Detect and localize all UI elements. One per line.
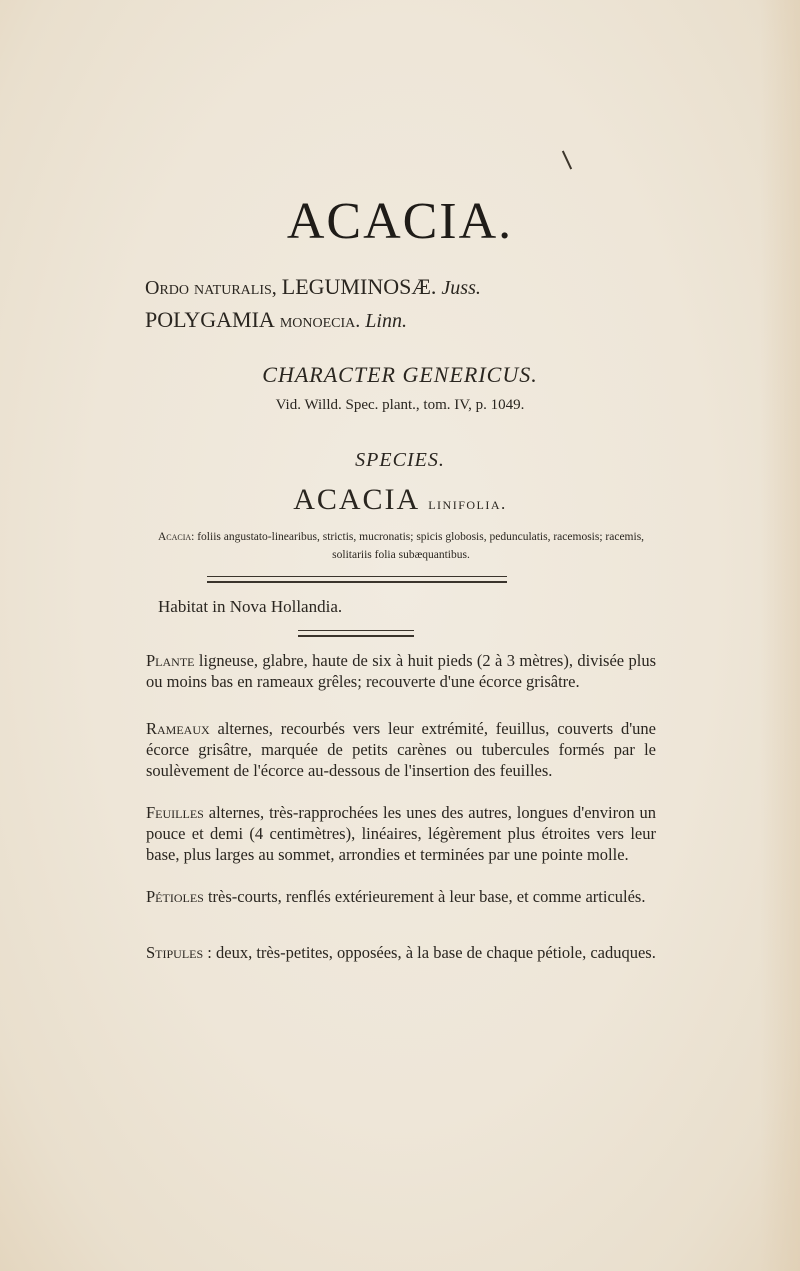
species-name xyxy=(0,485,800,515)
diagnosis-text: foliis angustato-linearibus, strictis, mucronatis; spicis globosis, pedunculatis, racemosis; racemis, solitariis folia subæquantibus. xyxy=(197,531,645,561)
paragraph-label: Plante xyxy=(146,651,195,670)
paragraph-label: Rameaux xyxy=(146,719,210,738)
paragraph-text: très-courts, renflés extérieurement à leur base, et comme articulés. xyxy=(207,887,646,906)
reference-line: Vid. Willd. Spec. plant., tom. IV, p. 1049. xyxy=(275,397,525,413)
paragraph-text: alternes, recourbés vers leur extrémité, feuillus, couverts d'une écorce grisâtre, marquée de petits carènes ou tubercules formés par le soulèvement de l'écorce au-dessous de l'insertion des feuilles. xyxy=(146,719,656,780)
page-edge-shadow xyxy=(760,0,800,1271)
description-paragraph xyxy=(146,886,656,907)
divider-rule xyxy=(207,576,507,583)
habitat-line: Habitat in Nova Hollandia. xyxy=(158,597,343,616)
paragraph-label: Stipules : xyxy=(146,943,212,962)
description-paragraph xyxy=(146,718,656,781)
divider-rule-short xyxy=(298,630,414,637)
description-paragraph xyxy=(146,802,656,865)
species-heading: SPECIES. xyxy=(355,449,445,471)
character-heading: CHARACTER GENERICUS. xyxy=(262,362,538,387)
diagnosis xyxy=(146,528,656,564)
ordo-prefix: Ordo naturalis, xyxy=(145,277,277,299)
ordo-family: LEGUMINOSÆ. xyxy=(281,274,437,299)
ordo-author: Juss. xyxy=(441,277,481,299)
description-paragraph xyxy=(146,942,656,963)
paragraph-label: Feuilles xyxy=(146,803,204,822)
species-genus: ACACIA xyxy=(293,483,421,516)
description-paragraph xyxy=(146,650,656,692)
class-sub: monoecia. xyxy=(279,310,361,332)
paragraph-text: alternes, très-rapprochées les unes des autres, longues d'environ un pouce et demi (4 centimètres), linéaires, légèrement plus étroites vers leur base, plus larges au sommet, arrondies et terminées par une pointe molle. xyxy=(146,803,656,864)
ordo-line xyxy=(145,276,481,298)
paragraph-text: ligneuse, glabre, haute de six à huit pieds (2 à 3 mètres), divisée plus ou moins bas en rameaux grêles; recouverte d'une écorce grisâtre. xyxy=(146,651,657,691)
class-name: POLYGAMIA xyxy=(145,307,275,332)
paragraph-text: deux, très-petites, opposées, à la base de chaque pétiole, caduques. xyxy=(216,943,656,962)
species-epithet: linifolia. xyxy=(428,494,507,513)
paragraph-label: Pétioles xyxy=(146,887,204,906)
class-line xyxy=(145,309,407,331)
class-author: Linn. xyxy=(365,310,407,332)
page-title: ACACIA. xyxy=(286,193,514,250)
diagnosis-label: Acacia: xyxy=(157,531,195,543)
